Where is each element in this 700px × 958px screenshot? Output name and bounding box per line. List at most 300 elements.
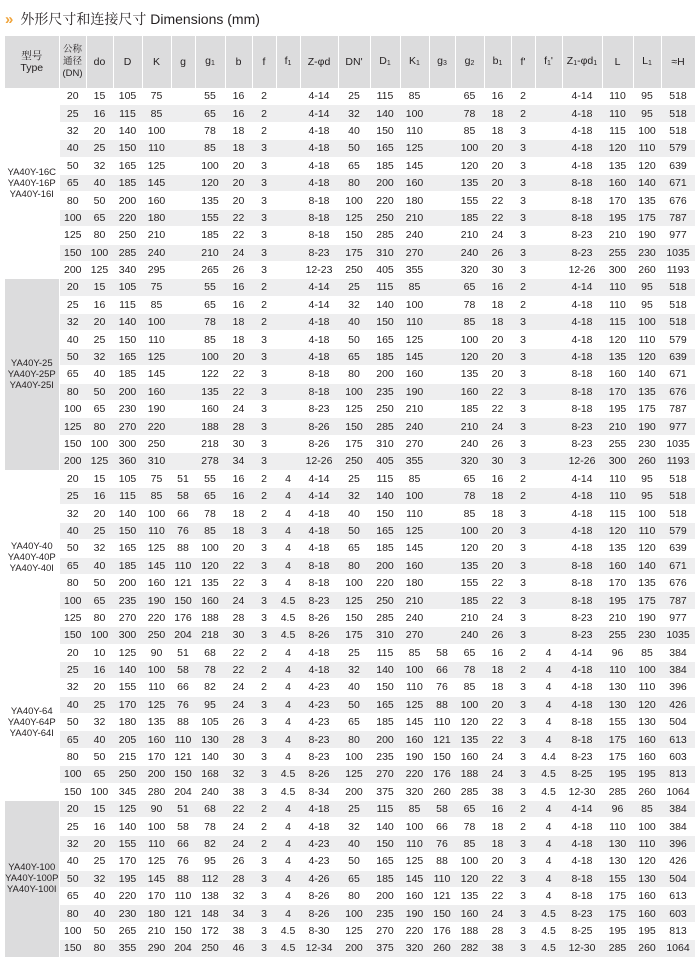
table-cell: 8-18 [300,574,338,591]
table-cell: 130 [602,679,633,696]
table-cell: 135 [633,383,661,400]
table-cell: 310 [370,244,400,261]
table-cell: 110 [171,887,195,904]
table-cell [535,522,562,539]
table-cell: 2 [252,314,276,331]
table-cell: 160 [142,383,171,400]
table-row [5,453,695,470]
table-cell: 78 [195,122,225,139]
table-cell: 188 [195,609,225,626]
table-cell: 16 [484,801,511,818]
table-cell: 200 [113,192,142,209]
table-row [5,766,695,783]
table-cell: 20 [59,644,86,661]
table-cell: 579 [661,522,695,539]
table-cell [171,157,195,174]
table-cell: 8-18 [562,731,602,748]
table-cell: 50 [86,574,113,591]
table-cell: 24 [225,592,252,609]
table-cell: 3 [252,261,276,278]
type-label: YA40Y-25I [9,379,54,391]
table-cell: 155 [195,209,225,226]
table-cell: 4-18 [562,853,602,870]
table-row [5,627,695,644]
table-cell: 32 [59,835,86,852]
table-cell: 240 [455,435,484,452]
table-cell: 58 [429,801,455,818]
table-cell: 310 [142,453,171,470]
type-label: YA40Y-16P [7,177,56,189]
table-cell: 2 [511,105,535,122]
table-cell: 320 [455,261,484,278]
table-cell: 160 [400,366,429,383]
table-cell: 135 [455,887,484,904]
table-cell: 80 [338,887,370,904]
table-cell: 210 [455,418,484,435]
type-cell [5,88,59,279]
table-cell: 3 [252,766,276,783]
table-cell: 40 [338,835,370,852]
table-cell: 3 [252,748,276,765]
type-label: YA40Y-64P [7,716,56,728]
table-cell: 40 [338,505,370,522]
table-cell: 3 [252,609,276,626]
table-cell: 285 [602,783,633,800]
table-cell: 75 [142,470,171,487]
table-cell: 204 [171,783,195,800]
table-cell: 135 [633,574,661,591]
table-cell: 4 [276,540,300,557]
table-cell: 1064 [661,783,695,800]
table-cell: 176 [429,922,455,939]
table-cell: 3 [511,122,535,139]
table-cell: 88 [171,870,195,887]
table-cell: 58 [429,644,455,661]
table-cell: 30 [225,627,252,644]
table-cell: 130 [633,870,661,887]
table-cell: 80 [86,609,113,626]
table-cell: 65 [195,105,225,122]
table-cell: 8-23 [562,609,602,626]
table-cell: 4-18 [300,661,338,678]
table-cell: 140 [113,661,142,678]
table-cell: 285 [602,940,633,957]
table-cell [429,314,455,331]
table-body [5,88,695,957]
table-cell: 4-18 [562,348,602,365]
table-cell: 1035 [661,435,695,452]
table-cell: 2 [252,661,276,678]
table-row [5,174,695,191]
table-cell: 50 [338,522,370,539]
table-cell: 65 [338,870,370,887]
table-cell: 4-18 [562,522,602,539]
table-cell: 50 [59,870,86,887]
table-cell: 195 [633,766,661,783]
table-cell: 68 [195,801,225,818]
table-cell: 603 [661,748,695,765]
table-cell: 100 [338,574,370,591]
table-cell: 160 [602,557,633,574]
table-cell: 100 [633,661,661,678]
table-row [5,679,695,696]
table-cell: 2 [511,661,535,678]
table-cell [171,401,195,418]
table-cell: 4 [535,696,562,713]
table-cell: 40 [59,696,86,713]
table-cell [171,366,195,383]
table-cell [171,453,195,470]
table-cell: 110 [633,679,661,696]
table-cell [535,348,562,365]
table-cell: 160 [633,748,661,765]
table-cell: 3 [511,905,535,922]
table-cell: 145 [400,348,429,365]
table-cell: 396 [661,679,695,696]
table-header [5,36,695,88]
table-cell: 3 [511,192,535,209]
table-cell: 4.5 [535,783,562,800]
table-cell: 240 [400,227,429,244]
table-cell: 3 [252,453,276,470]
table-cell: 3 [511,835,535,852]
table-cell: 250 [195,940,225,957]
table-cell: 78 [195,505,225,522]
table-cell: 90 [142,801,171,818]
table-cell: 230 [633,627,661,644]
table-cell: 813 [661,922,695,939]
table-cell: 121 [171,748,195,765]
table-cell: 135 [142,714,171,731]
table-cell: 58 [171,818,195,835]
table-row [5,609,695,626]
table-cell: 160 [195,401,225,418]
table-cell: 8-26 [300,905,338,922]
table-cell: 110 [142,835,171,852]
table-cell: 270 [370,766,400,783]
table-cell: 22 [225,557,252,574]
table-cell: 100 [195,540,225,557]
table-cell: 148 [195,905,225,922]
table-cell: 85 [455,505,484,522]
table-cell: 16 [225,105,252,122]
table-cell: 4 [535,818,562,835]
table-cell: 115 [370,644,400,661]
table-cell: 110 [633,522,661,539]
table-row [5,227,695,244]
table-cell: 140 [370,487,400,504]
table-cell: 22 [484,714,511,731]
table-cell: 100 [59,209,86,226]
table-cell: 270 [400,244,429,261]
table-cell: 20 [86,314,113,331]
table-cell: 150 [113,331,142,348]
table-cell: 32 [338,296,370,313]
table-cell [171,174,195,191]
table-cell: 295 [142,261,171,278]
type-label: YA40Y-40I [9,562,54,574]
table-cell: 150 [59,783,86,800]
table-cell: 4 [535,801,562,818]
table-cell: 4 [535,835,562,852]
table-cell: 4.5 [535,766,562,783]
table-cell: 188 [195,418,225,435]
table-cell: 100 [400,661,429,678]
table-cell [171,227,195,244]
table-cell: 3 [511,592,535,609]
table-cell: 200 [59,261,86,278]
table-cell: 125 [113,644,142,661]
table-cell: 250 [370,209,400,226]
table-cell: 175 [602,905,633,922]
table-cell [171,314,195,331]
type-label: YA40Y-64 [10,705,53,717]
table-cell: 4-18 [562,540,602,557]
table-cell: 3 [511,887,535,904]
table-cell: 396 [661,835,695,852]
table-row [5,487,695,504]
table-cell: 4-18 [562,661,602,678]
table-cell: 18 [225,140,252,157]
table-cell: 4-18 [562,157,602,174]
table-cell: 426 [661,696,695,713]
table-cell: 22 [225,574,252,591]
table-cell: 66 [171,835,195,852]
table-cell: 8-23 [562,227,602,244]
table-cell: 4 [535,887,562,904]
table-cell: 25 [338,88,370,105]
table-cell: 110 [429,870,455,887]
table-cell: 613 [661,887,695,904]
table-cell: 215 [113,748,142,765]
table-cell: 977 [661,227,695,244]
dimensions-table [5,36,696,958]
table-cell: 100 [86,627,113,644]
table-cell: 76 [171,696,195,713]
table-cell: 4 [535,679,562,696]
table-cell: 50 [86,748,113,765]
table-cell: 200 [113,383,142,400]
table-cell: 20 [86,505,113,522]
table-cell: 78 [455,487,484,504]
table-cell: 40 [59,140,86,157]
table-cell: 4 [276,748,300,765]
table-cell: 51 [171,470,195,487]
table-cell: 22 [484,887,511,904]
table-cell: 115 [370,470,400,487]
table-cell: 4-14 [300,279,338,296]
table-cell [535,574,562,591]
table-cell: 140 [113,505,142,522]
table-cell: 100 [400,296,429,313]
table-cell: 65 [338,348,370,365]
table-cell: 24 [225,244,252,261]
table-cell: 3 [511,609,535,626]
table-cell [535,609,562,626]
table-cell: 120 [455,714,484,731]
table-cell: 3 [511,418,535,435]
table-cell: 110 [400,314,429,331]
table-cell: 3 [511,227,535,244]
table-cell: 150 [429,748,455,765]
table-cell: 260 [633,261,661,278]
header-g1: $g_1$ [195,36,225,88]
table-cell: 12-30 [562,940,602,957]
table-cell: 8-26 [300,435,338,452]
table-cell: 165 [370,853,400,870]
table-cell [171,209,195,226]
table-cell: 3 [252,244,276,261]
type-label: YA40Y-64I [9,727,54,739]
table-cell: 100 [59,922,86,939]
table-cell: 32 [86,348,113,365]
table-cell [171,383,195,400]
table-cell: 38 [225,783,252,800]
type-label: YA40Y-100 [8,862,56,874]
table-cell: 155 [455,574,484,591]
type-label: YA40Y-100P [5,873,59,885]
table-row [5,505,695,522]
table-cell: 20 [484,348,511,365]
table-cell: 15 [86,279,113,296]
table-cell: 3 [511,383,535,400]
table-cell: 80 [59,192,86,209]
table-cell: 165 [370,522,400,539]
table-cell [429,366,455,383]
table-cell: 100 [633,505,661,522]
table-cell [276,244,300,261]
table-cell: 15 [86,470,113,487]
table-cell: 175 [602,887,633,904]
table-cell: 105 [195,714,225,731]
table-cell [535,366,562,383]
table-cell: 260 [633,783,661,800]
table-cell: 240 [142,244,171,261]
table-cell: 100 [142,818,171,835]
table-cell: 115 [370,801,400,818]
table-cell: 190 [400,383,429,400]
table-cell: 40 [338,314,370,331]
table-cell: 150 [370,505,400,522]
table-cell: 88 [171,714,195,731]
table-cell: 8-18 [300,557,338,574]
table-cell: 95 [633,88,661,105]
table-row [5,696,695,713]
table-cell: 140 [370,296,400,313]
table-cell: 300 [602,261,633,278]
table-cell: 65 [59,887,86,904]
table-cell: 175 [338,244,370,261]
table-cell: 50 [86,192,113,209]
table-cell: 145 [142,366,171,383]
table-cell: 3 [252,940,276,957]
table-cell: 100 [142,314,171,331]
table-cell: 240 [455,244,484,261]
table-cell: 30 [225,748,252,765]
table-cell: 270 [370,922,400,939]
table-cell: 38 [484,940,511,957]
table-cell: 2 [511,644,535,661]
table-cell: 100 [195,348,225,365]
table-cell: 175 [602,731,633,748]
table-cell: 355 [400,453,429,470]
table-row [5,105,695,122]
table-cell: 4.5 [535,922,562,939]
table-cell: 4 [276,905,300,922]
table-cell: 240 [400,609,429,626]
table-cell: 18 [484,296,511,313]
table-cell: 150 [370,314,400,331]
table-cell: 150 [59,940,86,957]
table-cell: 230 [113,401,142,418]
table-cell: 3 [252,209,276,226]
table-cell: 165 [370,140,400,157]
table-cell: 85 [633,644,661,661]
table-cell: 24 [484,227,511,244]
table-cell: 130 [602,853,633,870]
table-cell: 3 [252,887,276,904]
table-cell [171,418,195,435]
table-cell: 3 [511,174,535,191]
table-cell: 8-18 [562,714,602,731]
table-cell: 50 [59,157,86,174]
table-cell: 24 [225,835,252,852]
table-cell [429,105,455,122]
header-z-phi-d: Z-φd [300,36,338,88]
table-cell: 285 [113,244,142,261]
table-cell: 100 [86,435,113,452]
table-cell: 25 [59,661,86,678]
table-cell [276,366,300,383]
table-cell: 200 [113,574,142,591]
table-row [5,331,695,348]
table-cell: 518 [661,279,695,296]
table-cell: 125 [400,853,429,870]
table-cell [429,453,455,470]
table-cell: 115 [113,487,142,504]
table-cell: 24 [225,401,252,418]
table-row [5,801,695,818]
table-cell: 787 [661,401,695,418]
table-cell: 95 [633,105,661,122]
table-cell: 160 [400,557,429,574]
table-cell: 78 [455,818,484,835]
table-cell [535,331,562,348]
table-cell: 195 [633,922,661,939]
table-cell [429,383,455,400]
table-cell: 18 [484,679,511,696]
table-cell: 190 [400,905,429,922]
table-cell: 25 [338,801,370,818]
table-cell: 80 [338,174,370,191]
table-cell: 82 [195,835,225,852]
table-cell: 32 [338,818,370,835]
table-cell [429,627,455,644]
table-cell: 210 [400,401,429,418]
table-cell [429,157,455,174]
table-cell: 160 [142,731,171,748]
table-cell: 2 [252,487,276,504]
table-cell: 110 [633,140,661,157]
table-cell: 110 [171,557,195,574]
table-cell: 4.5 [276,592,300,609]
table-cell: 4-18 [300,157,338,174]
table-cell: 110 [171,731,195,748]
table-cell: 210 [602,418,633,435]
table-cell: 220 [370,192,400,209]
table-cell: 150 [338,418,370,435]
table-cell: 135 [455,174,484,191]
